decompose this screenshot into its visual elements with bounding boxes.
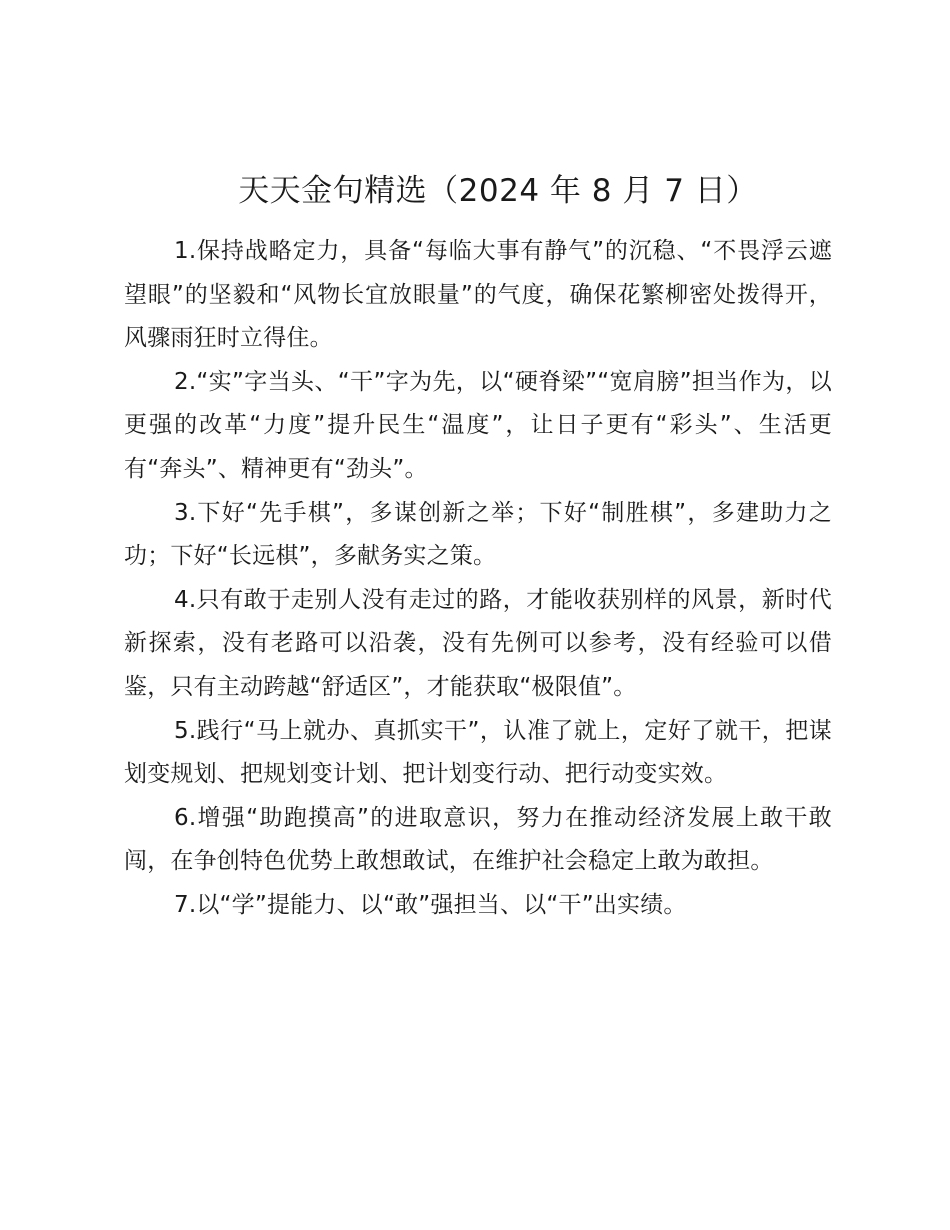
- quote-item-5: 5.践行“马上就办、真抓实干”，认准了就上，定好了就干，把谋划变规划、把规划变计划、把计划变行动、把行动变实效。: [124, 717, 832, 788]
- quote-item-4: 4.只有敢于走别人没有走过的路，才能收获别样的风景，新时代新探索，没有老路可以沿袭，没有先例可以参考，没有经验可以借鉴，只有主动跨越“舒适区”，才能获取“极限值”。: [124, 586, 832, 700]
- quote-item-6: 6.增强“助跑摸高”的进取意识，努力在推动经济发展上敢干敢闯，在争创特色优势上敢想敢试，在维护社会稳定上敢为敢担。: [124, 804, 832, 875]
- quote-item-3: 3.下好“先手棋”，多谋创新之举；下好“制胜棋”，多建助力之功；下好“长远棋”，多献务实之策。: [124, 499, 832, 570]
- quote-list: [124, 230, 832, 928]
- quote-item-2: 2.“实”字当头、“干”字为先，以“硬脊梁”“宽肩膀”担当作为，以更强的改革“力度”提升民生“温度”，让日子更有“彩头”、生活更有“奔头”、精神更有“劲头”。: [124, 368, 832, 482]
- quote-item-1: 1.保持战略定力，具备“每临大事有静气”的沉稳、“不畏浮云遮望眼”的坚毅和“风物长宜放眼量”的气度，确保花繁柳密处拨得开，风骤雨狂时立得住。: [124, 238, 832, 352]
- quote-item-7: 7.以“学”提能力、以“敢”强担当、以“干”出实绩。: [174, 891, 687, 918]
- page-title: 天天金句精选（2024 年 8 月 7 日）: [238, 173, 758, 209]
